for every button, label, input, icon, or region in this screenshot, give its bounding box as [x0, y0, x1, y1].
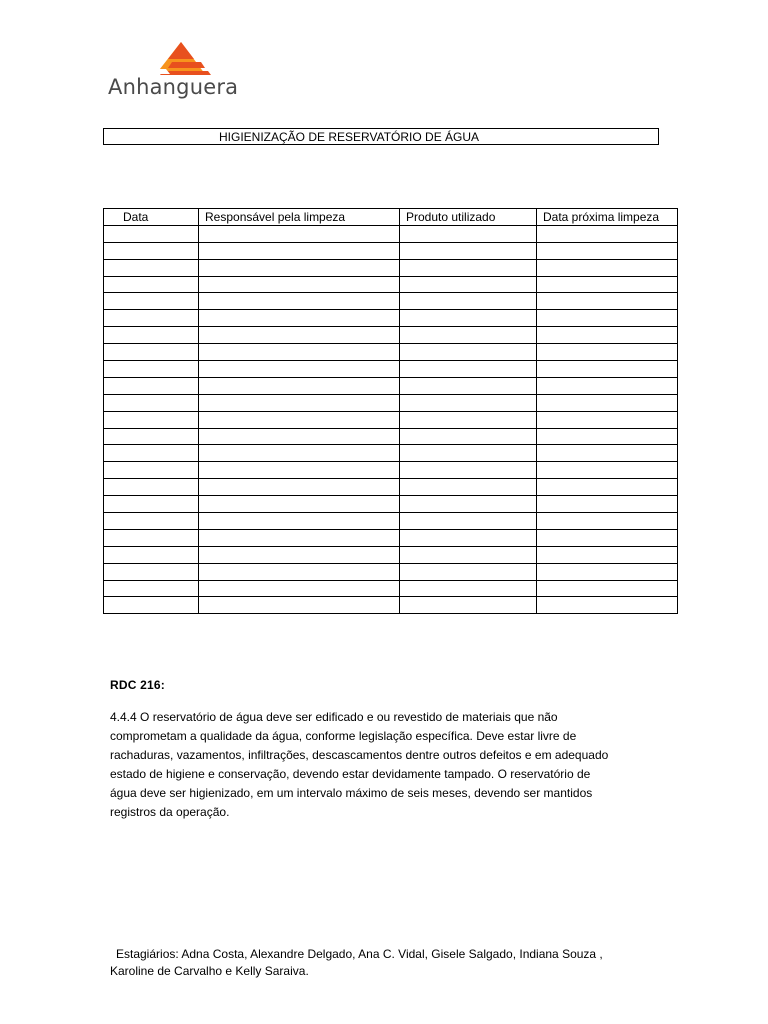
table-cell — [537, 563, 678, 580]
table-cell — [199, 361, 400, 378]
table-row — [104, 546, 678, 563]
table-cell — [104, 310, 199, 327]
table-cell — [199, 344, 400, 361]
table-row — [104, 513, 678, 530]
table-cell — [104, 580, 199, 597]
credits-line: Estagiários: Adna Costa, Alexandre Delgado, Ana C. Vidal, Gisele Salgado, Indiana Souza , — [116, 947, 603, 961]
table-cell — [104, 428, 199, 445]
table-cell — [104, 327, 199, 344]
table-cell — [537, 496, 678, 513]
table-cell — [400, 496, 537, 513]
table-cell — [199, 225, 400, 242]
table-cell — [537, 242, 678, 259]
logo-wordmark: Anhanguera — [108, 75, 239, 99]
table-cell — [537, 394, 678, 411]
table-cell — [400, 377, 537, 394]
table-cell — [199, 411, 400, 428]
table-cell — [199, 327, 400, 344]
table-cell — [199, 462, 400, 479]
document-title-box — [103, 128, 659, 145]
table-cell — [104, 242, 199, 259]
rdc-line: estado de higiene e conservação, devendo estar devidamente tampado. O reservatório de — [110, 767, 591, 781]
table-row — [104, 597, 678, 614]
table-row — [104, 479, 678, 496]
table-cell — [400, 546, 537, 563]
table-row — [104, 276, 678, 293]
table-cell — [400, 394, 537, 411]
table-cell — [104, 225, 199, 242]
table-cell — [199, 513, 400, 530]
table-cell — [537, 428, 678, 445]
table-cell — [537, 411, 678, 428]
table-cell — [199, 445, 400, 462]
table-cell — [537, 479, 678, 496]
table-cell — [400, 462, 537, 479]
table-cell — [104, 276, 199, 293]
table-body — [104, 225, 678, 613]
table-cell — [104, 597, 199, 614]
table-cell — [537, 344, 678, 361]
table-header-row — [104, 209, 678, 226]
table-cell — [537, 225, 678, 242]
table-cell — [199, 276, 400, 293]
column-header-next-date: Data próxima limpeza — [537, 209, 678, 226]
table-cell — [199, 377, 400, 394]
table-row — [104, 242, 678, 259]
table-cell — [199, 242, 400, 259]
table-cell — [537, 580, 678, 597]
table-row — [104, 344, 678, 361]
table-cell — [199, 529, 400, 546]
table-cell — [199, 563, 400, 580]
table-cell — [104, 546, 199, 563]
anhanguera-logo — [108, 40, 268, 102]
table-row — [104, 361, 678, 378]
table-cell — [400, 327, 537, 344]
rdc-line: registros da operação. — [110, 805, 230, 819]
table-cell — [199, 310, 400, 327]
table-cell — [199, 293, 400, 310]
table-row — [104, 394, 678, 411]
table-cell — [400, 428, 537, 445]
table-cell — [400, 411, 537, 428]
document-title: HIGIENIZAÇÃO DE RESERVATÓRIO DE ÁGUA — [219, 130, 480, 144]
table-cell — [400, 242, 537, 259]
table-cell — [537, 597, 678, 614]
credits-line: Karoline de Carvalho e Kelly Saraiva. — [110, 964, 309, 978]
table-cell — [104, 513, 199, 530]
table-cell — [104, 563, 199, 580]
table-cell — [199, 428, 400, 445]
table-row — [104, 377, 678, 394]
column-header-product: Produto utilizado — [400, 209, 537, 226]
table-cell — [400, 293, 537, 310]
table-row — [104, 496, 678, 513]
table-cell — [537, 361, 678, 378]
table-cell — [537, 259, 678, 276]
table-row — [104, 310, 678, 327]
table-cell — [199, 496, 400, 513]
rdc-line: comprometam a qualidade da água, conforme legislação específica. Deve estar livre de — [110, 729, 577, 743]
table-cell — [400, 479, 537, 496]
table-row — [104, 259, 678, 276]
table-cell — [400, 225, 537, 242]
table-cell — [400, 563, 537, 580]
table-row — [104, 411, 678, 428]
table-cell — [537, 546, 678, 563]
rdc-line: rachaduras, vazamentos, infiltrações, descascamentos dentre outros defeitos e em adequado — [110, 748, 609, 762]
rdc-paragraph — [110, 708, 670, 822]
table-cell — [400, 445, 537, 462]
table-cell — [199, 546, 400, 563]
table-row — [104, 445, 678, 462]
table-cell — [400, 276, 537, 293]
table-cell — [199, 580, 400, 597]
table-row — [104, 327, 678, 344]
table-row — [104, 462, 678, 479]
rdc-line: água deve ser higienizado, em um intervalo máximo de seis meses, devendo ser mantidos — [110, 786, 593, 800]
table-cell — [537, 293, 678, 310]
table-cell — [104, 394, 199, 411]
table-cell — [537, 513, 678, 530]
table-cell — [400, 344, 537, 361]
table-cell — [537, 462, 678, 479]
table-cell — [400, 361, 537, 378]
table-cell — [537, 529, 678, 546]
table-row — [104, 293, 678, 310]
table-cell — [537, 327, 678, 344]
interns-credits — [110, 946, 670, 980]
table-cell — [104, 496, 199, 513]
table-cell — [104, 445, 199, 462]
table-cell — [104, 344, 199, 361]
table-cell — [537, 276, 678, 293]
table-cell — [400, 597, 537, 614]
rdc-line: 4.4.4 O reservatório de água deve ser edificado e ou revestido de materiais que não — [110, 710, 558, 724]
table-row — [104, 563, 678, 580]
table-row — [104, 529, 678, 546]
column-header-responsible: Responsável pela limpeza — [199, 209, 400, 226]
table-cell — [400, 529, 537, 546]
table-cell — [104, 361, 199, 378]
table-cell — [537, 377, 678, 394]
cleaning-log-table — [103, 208, 678, 614]
table-cell — [537, 310, 678, 327]
table-cell — [199, 597, 400, 614]
table-cell — [400, 259, 537, 276]
table-row — [104, 428, 678, 445]
table-cell — [104, 529, 199, 546]
table-cell — [199, 479, 400, 496]
column-header-date: Data — [104, 209, 199, 226]
table-row — [104, 580, 678, 597]
anhanguera-logo-mark — [108, 40, 268, 76]
table-cell — [104, 259, 199, 276]
table-cell — [400, 580, 537, 597]
table-cell — [104, 411, 199, 428]
table-cell — [104, 462, 199, 479]
table-cell — [400, 513, 537, 530]
table-cell — [104, 293, 199, 310]
table-row — [104, 225, 678, 242]
table-cell — [199, 394, 400, 411]
table-cell — [199, 259, 400, 276]
table-cell — [537, 445, 678, 462]
table-cell — [104, 377, 199, 394]
rdc-heading: RDC 216: — [110, 678, 165, 692]
table-cell — [400, 310, 537, 327]
table-cell — [104, 479, 199, 496]
